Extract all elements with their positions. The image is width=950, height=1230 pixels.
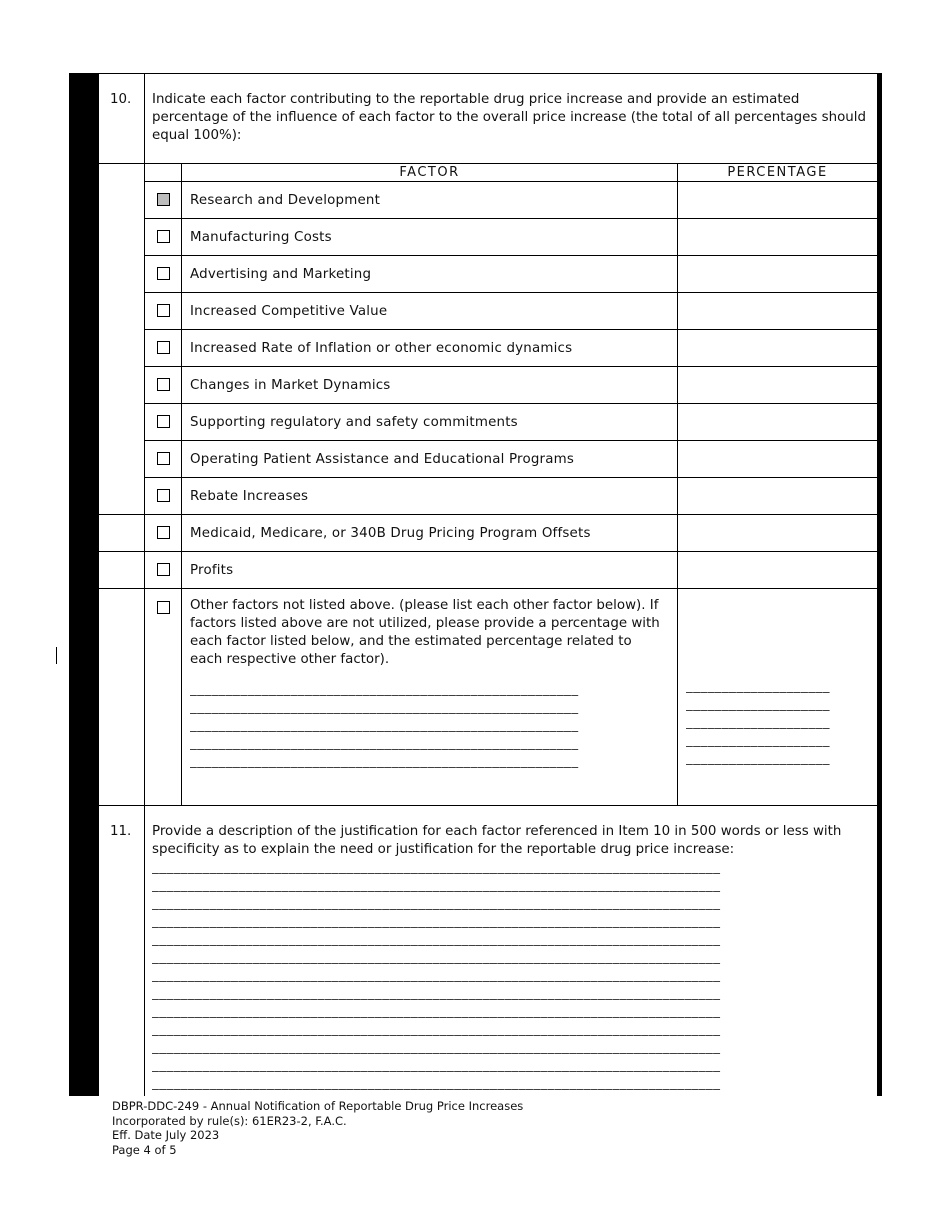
justification-line[interactable]: _______________________________________________________________________________ [152, 950, 721, 965]
left-spacer [99, 589, 145, 806]
justification-line[interactable]: _______________________________________________________________________________ [152, 1058, 721, 1073]
other-factor-line[interactable]: ______________________________________________________ [190, 718, 579, 733]
header-blank-cell [145, 164, 182, 182]
form-table [98, 73, 878, 1096]
other-percentage-line[interactable]: ____________________ [686, 733, 830, 748]
factor-row [99, 552, 878, 589]
justification-line[interactable]: _______________________________________________________________________________ [152, 1076, 721, 1091]
other-factors-instructions: Other factors not listed above. (please list each other factor below). If factors listed above are not utilized, please provide a percentage with each factor listed below, and the estimated percentage related to each respective other factor). [190, 598, 660, 667]
factor-row [99, 441, 878, 478]
factor-row [99, 256, 878, 293]
factor-row [99, 182, 878, 219]
factor-label: Operating Patient Assistance and Educational Programs [182, 441, 678, 478]
left-spacer [99, 552, 145, 589]
factor-label: Increased Competitive Value [182, 293, 678, 330]
percentage-input[interactable] [678, 552, 878, 589]
form-id-title: DBPR-DDC-249 - Annual Notification of Reportable Drug Price Increases [112, 1099, 524, 1113]
page-number: Page 4 of 5 [112, 1142, 177, 1157]
percentage-input[interactable] [678, 404, 878, 441]
item-10-question: Indicate each factor contributing to the reportable drug price increase and provide an estimated percentage of the influence of each factor to the overall price increase (the total of all percentages should equal 100%): [145, 74, 878, 164]
factor-checkbox-patient-assistance[interactable] [157, 452, 170, 465]
factor-label: Supporting regulatory and safety commitments [182, 404, 678, 441]
factor-label: Changes in Market Dynamics [182, 367, 678, 404]
factor-row [99, 404, 878, 441]
item-10-number: 10. [99, 74, 145, 164]
justification-line[interactable]: _______________________________________________________________________________ [152, 968, 721, 983]
item-10-left-spacer [99, 164, 145, 515]
item-11-number: 11. [99, 806, 145, 1097]
percentage-input[interactable] [678, 219, 878, 256]
factor-checkbox-manufacturing[interactable] [157, 230, 170, 243]
percentage-input[interactable] [678, 515, 878, 552]
justification-line[interactable]: _______________________________________________________________________________ [152, 1022, 721, 1037]
percentage-input[interactable] [678, 256, 878, 293]
percentage-input[interactable] [678, 330, 878, 367]
justification-line[interactable]: _______________________________________________________________________________ [152, 1040, 721, 1055]
justification-line[interactable]: _______________________________________________________________________________ [152, 986, 721, 1001]
other-percentage-line[interactable]: ____________________ [686, 751, 830, 766]
factor-label: Increased Rate of Inflation or other economic dynamics [182, 330, 678, 367]
left-spacer [99, 515, 145, 552]
percentage-header: PERCENTAGE [678, 164, 878, 182]
other-factors-row [99, 589, 878, 806]
factor-row [99, 367, 878, 404]
percentage-input[interactable] [678, 478, 878, 515]
justification-line[interactable]: _______________________________________________________________________________ [152, 932, 721, 947]
factor-row [99, 293, 878, 330]
factor-row [99, 515, 878, 552]
item-11-question: Provide a description of the justification for each factor referenced in Item 10 in 500 words or less with specificity as to explain the need or justification for the reportable drug price increase: [152, 824, 842, 857]
other-factor-line[interactable]: ______________________________________________________ [190, 736, 579, 751]
other-factor-line[interactable]: ______________________________________________________ [190, 754, 579, 769]
left-black-bar [70, 73, 98, 1096]
factor-label: Research and Development [182, 182, 678, 219]
justification-line[interactable]: _______________________________________________________________________________ [152, 896, 721, 911]
percentage-input[interactable] [678, 441, 878, 478]
percentage-input[interactable] [678, 182, 878, 219]
factor-row [99, 330, 878, 367]
factor-label: Profits [182, 552, 678, 589]
factor-checkbox-other[interactable] [157, 601, 170, 614]
percentage-input[interactable] [678, 293, 878, 330]
factor-checkbox-research[interactable] [157, 193, 170, 206]
factor-header: FACTOR [182, 164, 678, 182]
justification-line[interactable]: _______________________________________________________________________________ [152, 1004, 721, 1019]
factor-checkbox-regulatory[interactable] [157, 415, 170, 428]
justification-line[interactable]: _______________________________________________________________________________ [152, 860, 721, 875]
percentage-input[interactable] [678, 367, 878, 404]
factor-checkbox-inflation[interactable] [157, 341, 170, 354]
effective-date: Eff. Date July 2023 [112, 1128, 220, 1142]
other-factor-line[interactable]: ______________________________________________________ [190, 700, 579, 715]
factor-checkbox-advertising[interactable] [157, 267, 170, 280]
factor-checkbox-competitive-value[interactable] [157, 304, 170, 317]
justification-line[interactable]: _______________________________________________________________________________ [152, 914, 721, 929]
other-percentage-line[interactable]: ____________________ [686, 697, 830, 712]
other-percentage-line[interactable]: ____________________ [686, 715, 830, 730]
factor-checkbox-market-dynamics[interactable] [157, 378, 170, 391]
factor-row [99, 219, 878, 256]
page-footer [112, 1099, 523, 1157]
factor-row [99, 478, 878, 515]
rule-reference: Incorporated by rule(s): 61ER23-2, F.A.C. [112, 1113, 347, 1128]
justification-line[interactable]: _______________________________________________________________________________ [152, 878, 721, 893]
factor-label: Manufacturing Costs [182, 219, 678, 256]
form-frame [69, 73, 882, 1096]
factor-checkbox-profits[interactable] [157, 563, 170, 576]
factor-checkbox-medicaid[interactable] [157, 526, 170, 539]
margin-change-mark [56, 647, 57, 664]
factor-checkbox-rebate[interactable] [157, 489, 170, 502]
right-border-bar [878, 73, 881, 1096]
factor-label: Rebate Increases [182, 478, 678, 515]
other-factor-line[interactable]: ______________________________________________________ [190, 682, 579, 697]
other-percentage-line[interactable]: ____________________ [686, 679, 830, 694]
factor-label: Advertising and Marketing [182, 256, 678, 293]
factor-label: Medicaid, Medicare, or 340B Drug Pricing Program Offsets [182, 515, 678, 552]
